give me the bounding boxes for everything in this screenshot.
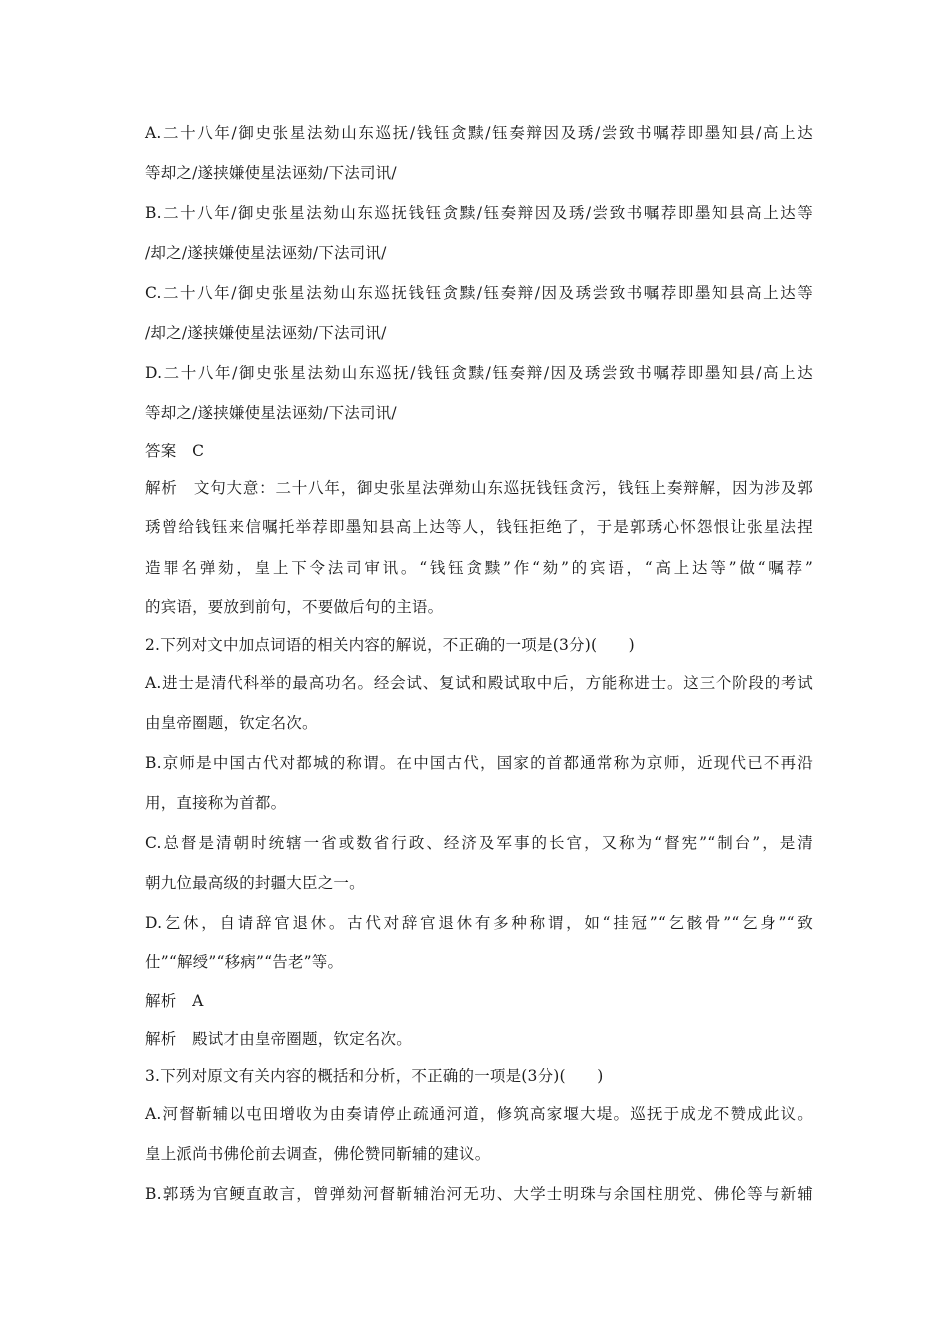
question-line: 2.下列对文中加点词语的相关内容的解说，不正确的一项是(3分)( ) — [145, 636, 635, 654]
text-line: 仕”“解绶”“移病”“告老”等。 — [145, 953, 344, 971]
text-line: D.二十八年/御史张星法劾山东巡抚/钱钰贪黩/钰奏辩/因及琇尝致书嘱荐即墨知县/高上达 — [145, 364, 813, 382]
text-line: /却之/遂挟嫌使星法诬劾/下法司讯/ — [145, 324, 387, 342]
text-line: 的宾语，要放到前句，不要做后句的主语。 — [145, 598, 444, 616]
answer-line: 解析 A — [145, 992, 204, 1010]
text-line: /却之/遂挟嫌使星法诬劾/下法司讯/ — [145, 244, 387, 262]
option-line: A.进士是清代科举的最高功名。经会试、复试和殿试取中后，方能称进士。这三个阶段的考试 — [145, 674, 813, 692]
text-line: 等却之/遂挟嫌使星法诬劾/下法司讯/ — [145, 164, 397, 182]
text-line: C.二十八年/御史张星法劾山东巡抚钱钰贪黩/钰奏辩/因及琇尝致书嘱荐即墨知县高上达等 — [145, 284, 813, 302]
text-line: 等却之/遂挟嫌使星法诬劾/下法司讯/ — [145, 404, 397, 422]
text-line: A.二十八年/御史张星法劾山东巡抚/钱钰贪黩/钰奏辩因及琇/尝致书嘱荐即墨知县/高上达 — [145, 124, 813, 142]
option-line: B.郭琇为官鲠直敢言，曾弹劾河督靳辅治河无功、大学士明珠与余国柱朋党、佛伦等与新辅 — [145, 1185, 813, 1203]
analysis-line: 解析 文句大意：二十八年，御史张星法弹劾山东巡抚钱钰贪污，钱钰上奏辩解，因为涉及郭 — [145, 479, 813, 497]
answer-line: 答案 C — [145, 442, 205, 460]
question-line: 3.下列对原文有关内容的概括和分析，不正确的一项是(3分)( ) — [145, 1067, 604, 1085]
text-line: 琇曾给钱钰来信嘱托举荐即墨知县高上达等人，钱钰拒绝了，于是郭琇心怀怨恨让张星法捏 — [145, 518, 813, 536]
text-line: 皇上派尚书佛伦前去调查，佛伦赞同靳辅的建议。 — [145, 1145, 491, 1163]
text-line: 朝九位最高级的封疆大臣之一。 — [145, 874, 365, 892]
text-line: 用，直接称为首都。 — [145, 794, 287, 812]
option-line: C.总督是清朝时统辖一省或数省行政、经济及军事的长官，又称为“督宪”“制台”，是清 — [145, 834, 813, 852]
text-line: 造罪名弹劾，皇上下令法司审讯。“钱钰贪黩”作“劾”的宾语，“高上达等”做“嘱荐” — [145, 559, 813, 577]
analysis-line: 解析 殿试才由皇帝圈题，钦定名次。 — [145, 1030, 412, 1048]
option-line: B.京师是中国古代对都城的称谓。在中国古代，国家的首都通常称为京师，近现代已不再沿 — [145, 754, 813, 772]
text-line: B.二十八年/御史张星法劾山东巡抚钱钰贪黩/钰奏辩因及琇/尝致书嘱荐即墨知县高上达等 — [145, 204, 813, 222]
text-line: 由皇帝圈题，钦定名次。 — [145, 714, 318, 732]
option-line: D.乞休，自请辞官退休。古代对辞官退休有多种称谓，如“挂冠”“乞骸骨”“乞身”“致 — [145, 914, 813, 932]
option-line: A.河督靳辅以屯田增收为由奏请停止疏通河道，修筑高家堰大堤。巡抚于成龙不赞成此议。 — [145, 1105, 813, 1123]
